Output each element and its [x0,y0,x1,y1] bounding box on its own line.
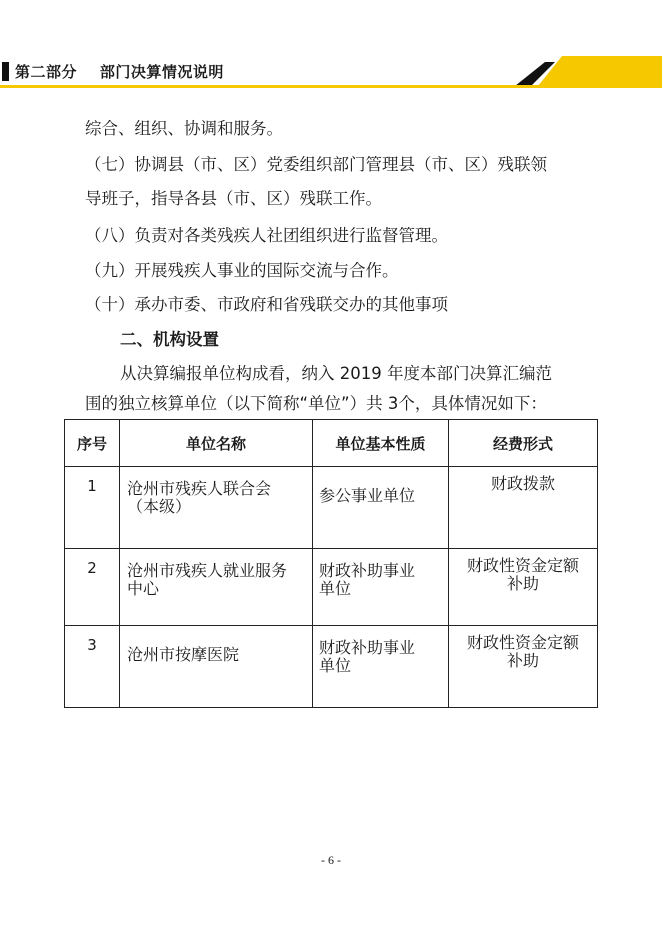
cell-unit-nature [313,549,449,626]
body-line: （七）协调县（市、区）党委组织部门管理县（市、区）残联领 [85,155,547,174]
cell-unit-name [120,626,313,708]
cell-text: 补助 [506,574,539,593]
cell-text: （本级） [127,497,192,516]
table-row [65,549,598,626]
cell-funding-form [449,626,598,708]
body-line: 导班子，指导各县（市、区）残联工作。 [85,189,382,208]
header-decoration [515,56,662,86]
cell-text: 财政补助事业 [319,561,416,580]
column-header-unit-name: 单位名称 [120,420,313,467]
cell-text: 单位 [319,656,352,675]
cell-funding-form [449,467,598,549]
cell-text: 单位 [319,579,352,598]
cell-number: 3 [65,626,120,708]
section-heading: 二、机构设置 [120,330,219,349]
body-line: （十）承办市委、市政府和省残联交办的其他事项 [85,295,448,314]
cell-unit-name [120,549,313,626]
body-line: 从决算编报单位构成看，纳入 2019 年度本部门决算汇编范 [120,364,552,383]
body-line: （八）负责对各类残疾人社团组织进行监督管理。 [85,226,448,245]
cell-text: 中心 [127,579,160,598]
cell-text: 沧州市按摩医院 [127,645,240,664]
header-marker [2,62,9,81]
body-line: 综合、组织、协调和服务。 [85,119,283,138]
table-row [65,626,598,708]
cell-unit-name [120,467,313,549]
cell-text: 沧州市残疾人联合会 [127,479,272,498]
section-title: 第二部分 部门决算情况说明 [15,63,224,81]
cell-text: 参公事业单位 [319,486,416,505]
cell-text: 沧州市残疾人就业服务 [127,561,288,580]
units-table [64,419,598,708]
cell-number: 2 [65,549,120,626]
page-number: - 6 - [321,853,341,867]
table-row [65,467,598,549]
cell-text: 财政性资金定额 [466,633,579,652]
body-line: （九）开展残疾人事业的国际交流与合作。 [85,261,399,280]
column-header-unit-nature: 单位基本性质 [313,420,449,467]
cell-text: 财政性资金定额 [466,556,579,575]
cell-text: 财政补助事业 [319,638,416,657]
cell-text: 财政拨款 [490,474,555,493]
cell-text: 补助 [506,651,539,670]
cell-unit-nature [313,467,449,549]
cell-funding-form [449,549,598,626]
table-header-row [65,420,598,467]
header-underline [0,85,662,88]
cell-number: 1 [65,467,120,549]
column-header-number: 序号 [65,420,120,467]
body-line: 围的独立核算单位（以下简称“单位”）共 3个，具体情况如下： [85,394,547,413]
section-header [0,56,662,86]
cell-unit-nature [313,626,449,708]
column-header-funding-form: 经费形式 [449,420,598,467]
